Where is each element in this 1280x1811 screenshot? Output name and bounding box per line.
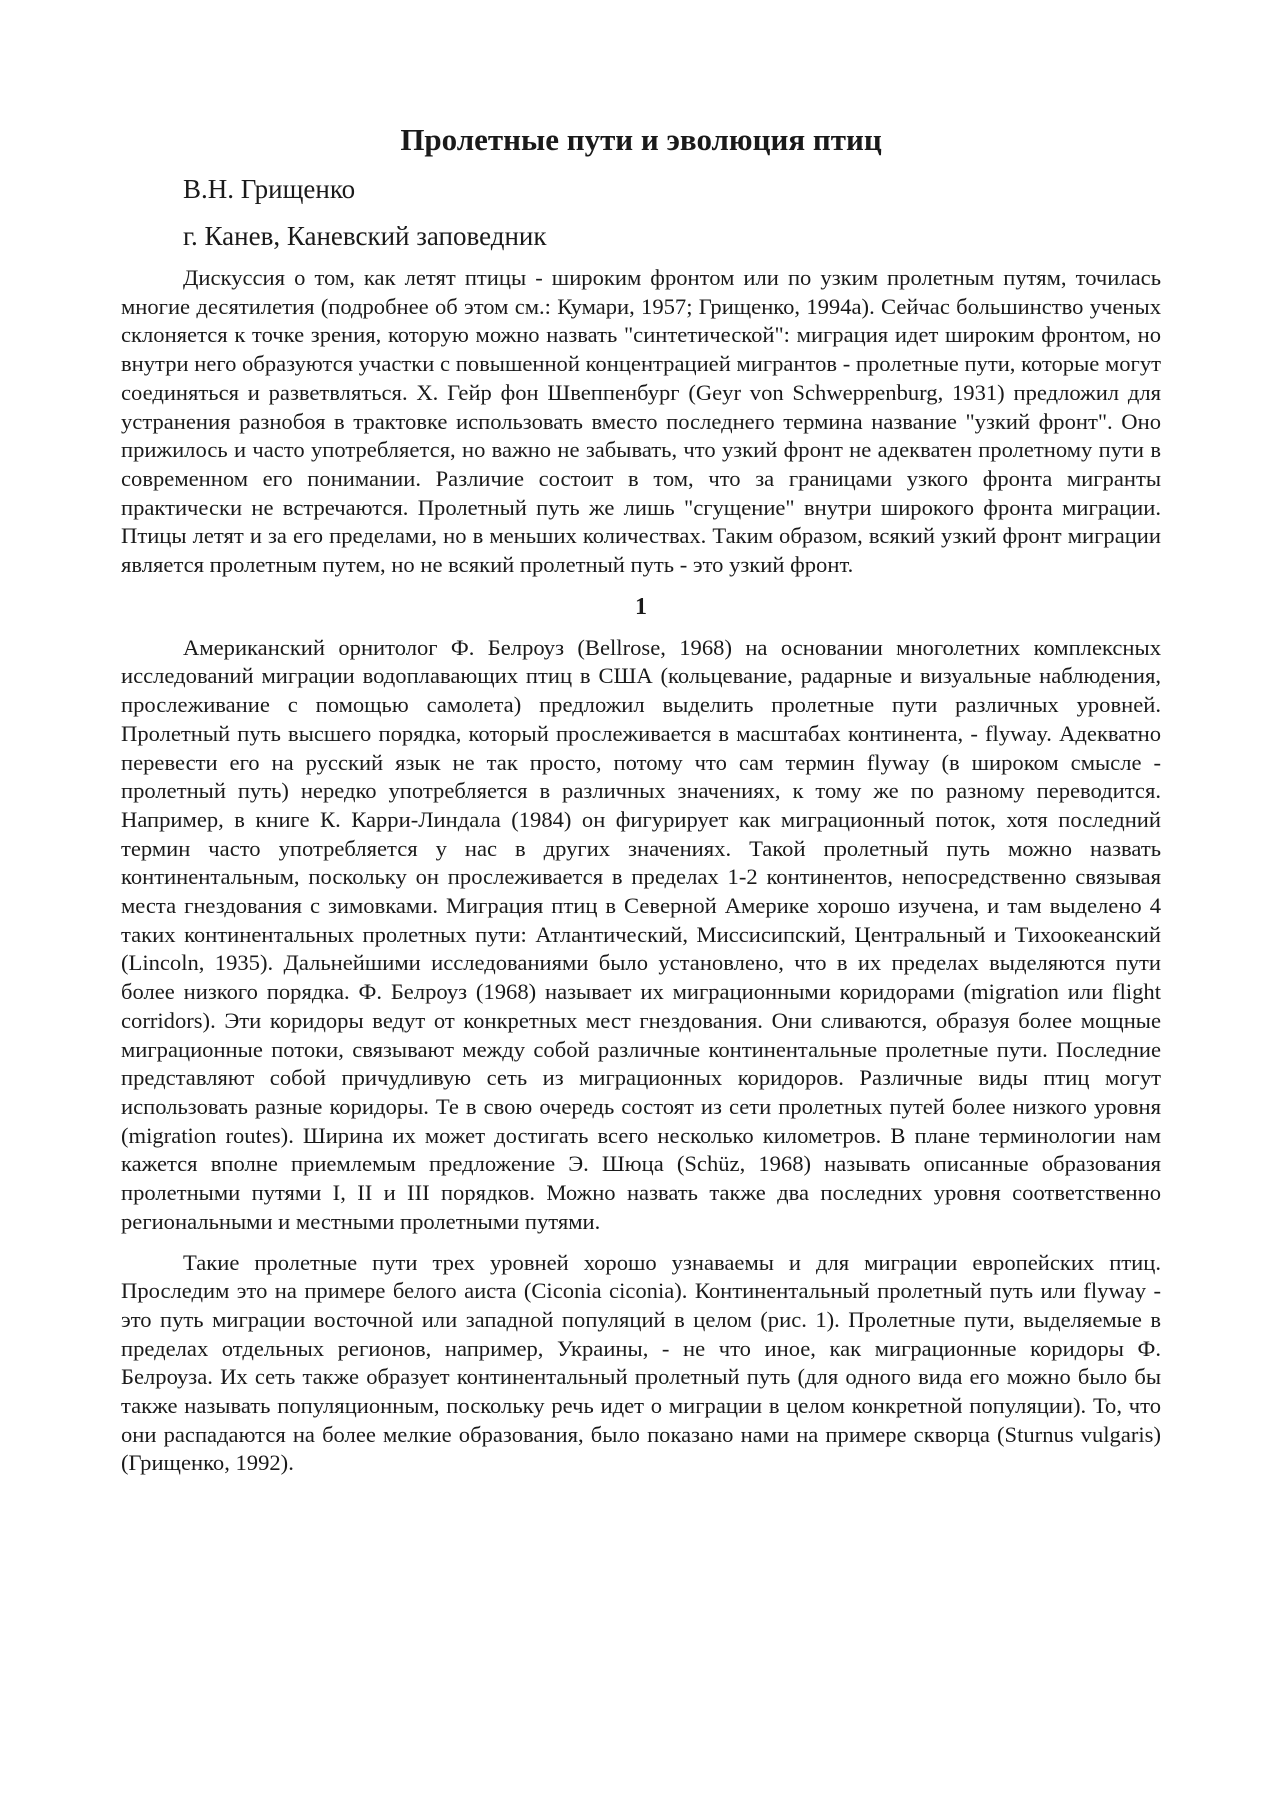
section-paragraph-2: Такие пролетные пути трех уровней хорошо узнаваемы и для миграции европейских птиц. Проследим это на примере белого аиста (Ciconia ciconia). Континентальный пролетный путь или flyway - это путь миграции восточной или западной популяций в целом (рис. 1). Пролетные пути, выделяемые в пределах отдельных регионов, например, Украины, - не что иное, как миграционные коридоры Ф. Белроуза. Их сеть также образует континентальный пролетный путь (для одного вида его можно было бы также называть популяционным, поскольку речь идет о миграции в целом конкретной популяции). То, что они распадаются на более мелкие образования, было показано нами на примере скворца (Sturnus vulgaris) (Грищенко, 1992). [121, 1249, 1161, 1476]
author-name: В.Н. Грищенко [183, 174, 356, 204]
intro-paragraph: Дискуссия о том, как летят птицы - широким фронтом или по узким пролетным путям, точилась многие десятилетия (подробнее об этом см.: Кумари, 1957; Грищенко, 1994а). Сейчас большинство ученых склоняется к точке зрения, которую можно назвать "синтетической": миграция идет широким фронтом, но внутри него образуются участки с повышенной концентрацией мигрантов - пролетные пути, которые могут соединяться и разветвляться. Х. Гейр фон Швеппенбург (Geyr von Schweppenburg, 1931) предложил для устранения разнобоя в трактовке использовать вместо последнего термина название "узкий фронт". Оно прижилось и часто употребляется, но важно не забывать, что узкий фронт не адекватен пролетному пути в современном его понимании. Различие состоит в том, что за границами узкого фронта мигранты практически не встречаются. Пролетный путь же лишь "сгущение" внутри широкого фронта миграции. Птицы летят и за его пределами, но в меньших количествах. Таким образом, всякий узкий фронт миграции является пролетным путем, но не всякий пролетный путь - это узкий фронт. [121, 265, 1161, 578]
author-affiliation: г. Канев, Каневский заповедник [183, 221, 547, 251]
document-title: Пролетные пути и эволюция птиц [400, 122, 882, 157]
section-paragraph-1: Американский орнитолог Ф. Белроуз (Bellrose, 1968) на основании многолетних комплексных исследований миграции водоплавающих птиц в США (кольцевание, радарные и визуальные наблюдения, прослеживание с помощью самолета) предложил выделить пролетные пути различных уровней. Пролетный путь высшего порядка, который прослеживается в масштабах континента, - flyway. Адекватно перевести его на русский язык не так просто, потому что сам термин flyway (в широком смысле - пролетный путь) нередко употребляется в различных значениях, к тому же по разному переводится. Например, в книге К. Карри-Линдала (1984) он фигурирует как миграционный поток, хотя последний термин часто употребляется у нас в других значениях. Такой пролетный путь можно назвать континентальным, поскольку он прослеживается в пределах 1-2 континентов, непосредственно связывая места гнездования с зимовками. Миграция птиц в Северной Америке хорошо изучена, и там выделено 4 таких континентальных пролетных пути: Атлантический, Миссисипский, Центральный и Тихоокеанский (Lincoln, 1935). Дальнейшими исследованиями было установлено, что в их пределах выделяются пути более низкого порядка. Ф. Белроуз (1968) называет их миграционными коридорами (migration или flight corridors). Эти коридоры ведут от конкретных мест гнездования. Они сливаются, образуя более мощные миграционные потоки, связывают между собой различные континентальные пролетные пути. Последние представляют собой причудливую сеть из миграционных коридоров. Различные виды птиц могут использовать разные коридоры. Те в свою очередь состоят из сети пролетных путей более низкого уровня (migration routes). Ширина их может достигать всего несколько километров. В плане терминологии нам кажется вполне приемлемым предложение Э. Шюца (Schüz, 1968) называть описанные образования пролетными путями I, II и III порядков. Можно назвать также два последних уровня соответственно региональными и местными пролетными путями. [121, 634, 1161, 1234]
document-page [121, 120, 1161, 1478]
section-number: 1 [635, 593, 647, 620]
